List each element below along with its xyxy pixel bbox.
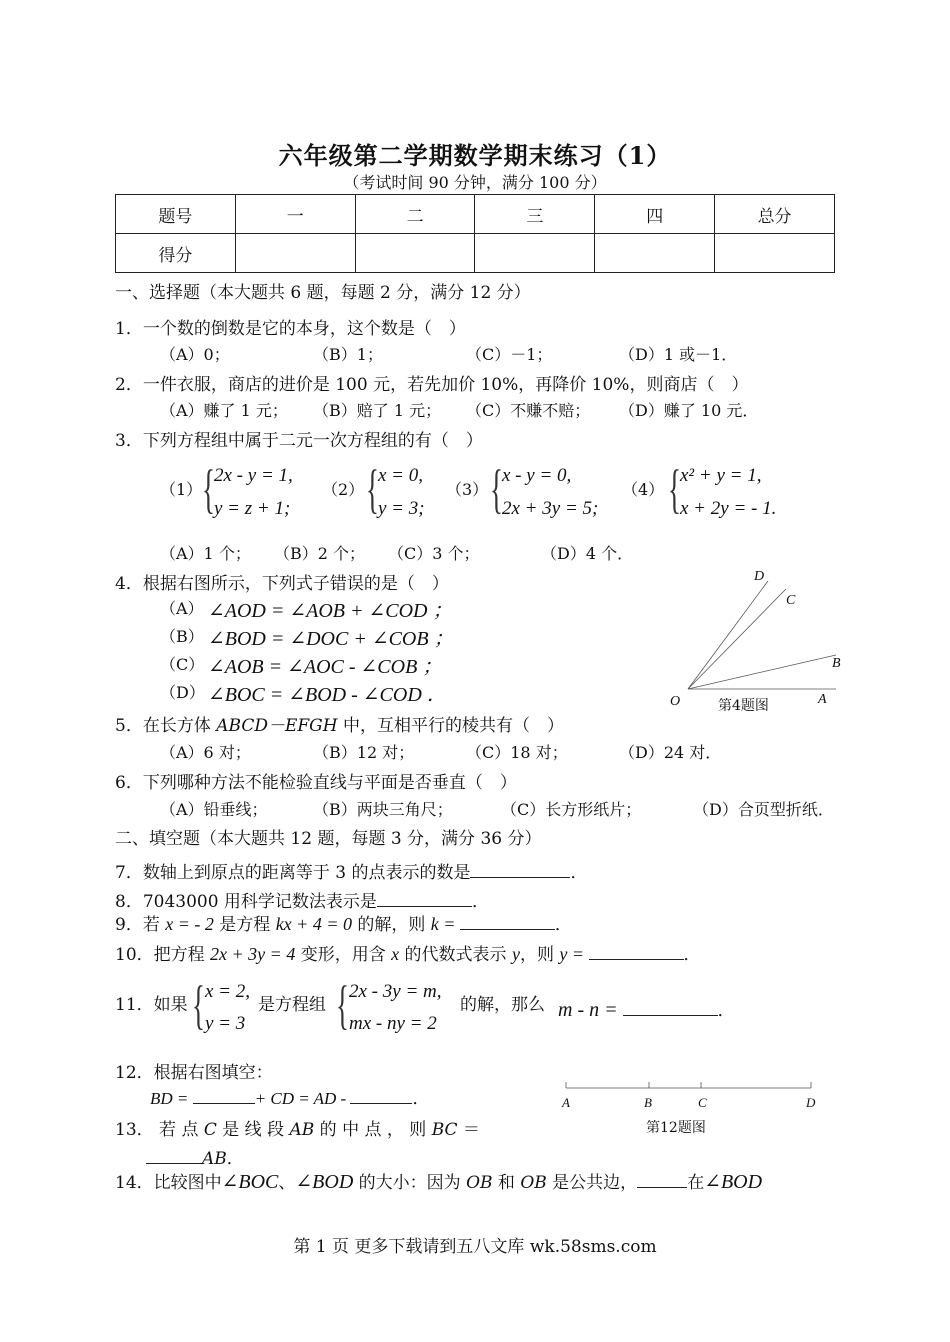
ray-od: [688, 581, 768, 689]
brace-icon: {: [490, 459, 503, 519]
option-b: （B）1；: [313, 345, 383, 364]
brace-icon: {: [668, 459, 681, 519]
answer-blank[interactable]: [146, 1163, 202, 1164]
equation: y = 3;: [378, 498, 425, 519]
point-label-b: B: [832, 656, 841, 671]
question-8: [115, 887, 489, 912]
expression: ∠BOD = ∠DOC + ∠COB ；: [208, 628, 454, 650]
stem-text: 、: [278, 1173, 296, 1193]
equation: 2x + 3y = 5;: [502, 498, 599, 519]
brace-icon: {: [366, 459, 379, 519]
expression: BD =: [150, 1089, 193, 1108]
option-c: （C）3 个；: [388, 544, 480, 563]
option-a: （A）6 对；: [160, 743, 251, 762]
stem-text: 是 线 段: [216, 1120, 290, 1140]
answer-blank[interactable]: [377, 906, 472, 907]
option-d: （D）合页型折纸．: [693, 800, 834, 819]
stem-text: 的 中 点 ， 则: [314, 1120, 432, 1140]
stem-text: 的解，那么: [460, 995, 545, 1015]
stem-text: 中，互相平行的棱共有（ ）: [337, 716, 564, 736]
score-table: [115, 194, 835, 273]
stem-text: 是方程组: [258, 995, 326, 1015]
page-subtitle: （考试时间 90 分钟，满分 100 分）: [343, 173, 607, 192]
figure-caption: 第12题图: [646, 1120, 706, 1136]
stem-text: 9．若: [115, 915, 166, 935]
equation: x = - 2: [165, 914, 214, 934]
expression: = AD -: [298, 1089, 351, 1108]
option-b: （B）2 个；: [274, 544, 366, 563]
variable: y =: [559, 944, 589, 964]
variable: OB: [466, 1173, 493, 1193]
question-11-answer: [558, 996, 735, 1022]
period: ．: [683, 945, 701, 965]
option-b: （B）: [160, 627, 204, 646]
stem-text: 和: [492, 1173, 521, 1193]
equation: x² + y = 1,: [680, 465, 762, 486]
table-row: [116, 234, 835, 273]
option-c: （C）长方形纸片；: [501, 800, 642, 819]
equation: 2x - y = 1,: [214, 465, 293, 486]
option-d: （D）: [160, 683, 205, 702]
stem-text: 是公共边，: [546, 1173, 638, 1193]
expression: ∠BOD: [704, 1171, 763, 1193]
expression: ∠BOC: [221, 1171, 279, 1193]
stem-text: ，则: [519, 945, 560, 965]
option-c: （C）不赚不赔；: [466, 401, 591, 420]
period: ．: [570, 863, 588, 883]
system-label-2: （2）: [322, 480, 365, 499]
stem-text: 的解，则: [351, 915, 431, 935]
option-a: （A）: [160, 599, 204, 618]
section-heading: 一、选择题（本大题共 6 题，每题 2 分，满分 12 分）: [115, 283, 531, 303]
equation: 2x + 3y = 4: [210, 944, 296, 964]
variable: AB: [202, 1149, 227, 1169]
question-10: [115, 940, 701, 965]
table-header-cell: 四: [595, 195, 715, 234]
stem-text: 10．把方程: [115, 945, 211, 965]
option-c: （C）－1；: [466, 345, 553, 364]
period: ．: [471, 892, 489, 912]
expression: ∠BOD: [295, 1171, 354, 1193]
option-c: （C）18 对；: [466, 743, 568, 762]
question-9: [115, 910, 572, 935]
stem-text: 的代数式表示: [399, 945, 512, 965]
question-7: [115, 858, 587, 883]
expression: ∠BOC = ∠BOD - ∠COD ．: [208, 684, 447, 706]
question-1-stem: 1．一个数的倒数是它的本身，这个数是（ ）: [115, 319, 466, 339]
variable: y: [511, 944, 520, 964]
variable: BC: [431, 1120, 458, 1140]
stem-text: 7．数轴上到原点的距离等于 3 的点表示的数是: [115, 863, 471, 883]
table-header-cell: 三: [475, 195, 595, 234]
expression: m - n =: [558, 999, 623, 1021]
system-label-3: （3）: [446, 480, 489, 499]
option-b: （B）赔了 1 元；: [313, 401, 442, 420]
brace-icon: {: [336, 975, 349, 1035]
question-3-stem: 3．下列方程组中属于二元一次方程组的有（ ）: [115, 431, 483, 451]
question-14: [115, 1168, 762, 1194]
score-cell: [235, 234, 355, 273]
question-13: [115, 1115, 480, 1140]
solid-name: ABCD－EFGH: [216, 716, 338, 736]
brace-icon: {: [192, 975, 205, 1035]
brace-icon: {: [202, 459, 215, 519]
stem-text: 13． 若 点: [115, 1120, 204, 1140]
expression: + CD: [254, 1089, 299, 1108]
option-b: （B）两块三角尺；: [313, 800, 453, 819]
table-header-cell: 一: [235, 195, 355, 234]
option-d: （D）1 或－1．: [619, 345, 738, 364]
figure-caption: 第4题图: [718, 698, 769, 714]
question-13-cont: [146, 1144, 244, 1169]
answer-blank[interactable]: [589, 959, 684, 960]
variable: OB: [520, 1173, 547, 1193]
option-b: （B）12 对；: [313, 743, 415, 762]
table-header-cell: 二: [355, 195, 475, 234]
stem-text: 的大小：因为: [353, 1173, 467, 1193]
score-cell: [475, 234, 595, 273]
section-heading: 二、填空题（本大题共 12 题，每题 3 分，满分 36 分）: [115, 829, 542, 849]
equation: x = 0,: [378, 465, 424, 486]
table-row: [116, 195, 835, 234]
point-label-b: B: [644, 1095, 652, 1110]
table-header-cell: 总分: [715, 195, 835, 234]
equation: x = 2,: [205, 981, 251, 1002]
ray-oc: [688, 589, 786, 689]
option-d: （D）24 对．: [619, 743, 722, 762]
equation: kx + 4 = 0: [275, 914, 352, 934]
answer-blank[interactable]: [623, 1015, 718, 1016]
figure-12-segment: [560, 1076, 820, 1100]
question-6-stem: 6．下列哪种方法不能检验直线与平面是否垂直（ ）: [115, 773, 517, 793]
period: ．: [412, 1089, 430, 1109]
stem-text: 14．比较图中: [115, 1173, 222, 1193]
expression: ∠AOB = ∠AOC - ∠COB ；: [208, 656, 443, 678]
point-label-d: D: [754, 569, 765, 584]
equation: mx - ny = 2: [349, 1013, 437, 1034]
stem-text: 5．在长方体: [115, 716, 217, 736]
point-label-c: C: [698, 1095, 707, 1110]
score-cell: [355, 234, 475, 273]
answer-blank[interactable]: [637, 1187, 687, 1188]
option-c: （C）: [160, 655, 205, 674]
equation: y = z + 1;: [214, 498, 291, 519]
question-4-stem: 4．根据右图所示，下列式子错误的是（ ）: [115, 574, 449, 594]
system-label-1: （1）: [160, 480, 203, 499]
stem-text: 8．7043000 用科学记数法表示是: [115, 892, 377, 912]
answer-blank[interactable]: [350, 1103, 412, 1104]
page-title: 六年级第二学期数学期末练习（1）: [278, 141, 672, 170]
table-header-cell: 题号: [116, 195, 236, 234]
point-label-o: O: [670, 694, 681, 709]
period: ．: [717, 1001, 735, 1021]
page-footer: 第 1 页 更多下载请到五八文库 wk.58sms.com: [293, 1237, 657, 1257]
question-5-stem: [115, 711, 564, 736]
option-a: （A）赚了 1 元；: [160, 401, 288, 420]
option-a: （A）铅垂线；: [160, 800, 268, 819]
stem-text: 在: [687, 1173, 705, 1193]
equation: x + 2y = - 1.: [680, 498, 777, 519]
option-a: （A）1 个；: [160, 544, 251, 563]
stem-text: 是方程: [213, 915, 276, 935]
question-12-equation: [150, 1084, 429, 1109]
score-cell: [715, 234, 835, 273]
variable: AB: [289, 1120, 315, 1140]
question-11-label: 11．如果: [115, 995, 188, 1015]
point-label-a: A: [562, 1095, 570, 1110]
answer-blank[interactable]: [470, 877, 570, 878]
point-label-c: C: [786, 593, 796, 608]
equation: x - y = 0,: [502, 465, 572, 486]
answer-blank[interactable]: [193, 1103, 255, 1104]
score-cell: [595, 234, 715, 273]
variable: k =: [430, 914, 460, 934]
option-d: （D）4 个．: [541, 544, 634, 563]
table-row-label: 得分: [116, 234, 236, 273]
ray-ob: [688, 655, 836, 689]
answer-blank[interactable]: [460, 929, 555, 930]
option-a: （A）0；: [160, 345, 230, 364]
question-12-stem: 12．根据右图填空：: [115, 1063, 273, 1083]
point-label-a: A: [818, 692, 827, 707]
system-label-4: （4）: [622, 480, 665, 499]
variable: x: [391, 944, 400, 964]
expression: ∠AOD = ∠AOB + ∠COD ；: [208, 600, 453, 622]
period: ．: [226, 1149, 244, 1169]
stem-text: ＝: [457, 1120, 480, 1140]
point-label-d: D: [806, 1095, 816, 1110]
option-d: （D）赚了 10 元．: [619, 401, 759, 420]
equation: 2x - 3y = m,: [349, 981, 442, 1002]
period: ．: [554, 915, 572, 935]
variable: C: [203, 1120, 217, 1140]
question-2-stem: 2．一件衣服，商店的进价是 100 元，若先加价 10%，再降价 10%，则商店（ ）: [115, 375, 749, 395]
equation: y = 3: [205, 1013, 246, 1034]
stem-text: 变形，用含: [295, 945, 392, 965]
